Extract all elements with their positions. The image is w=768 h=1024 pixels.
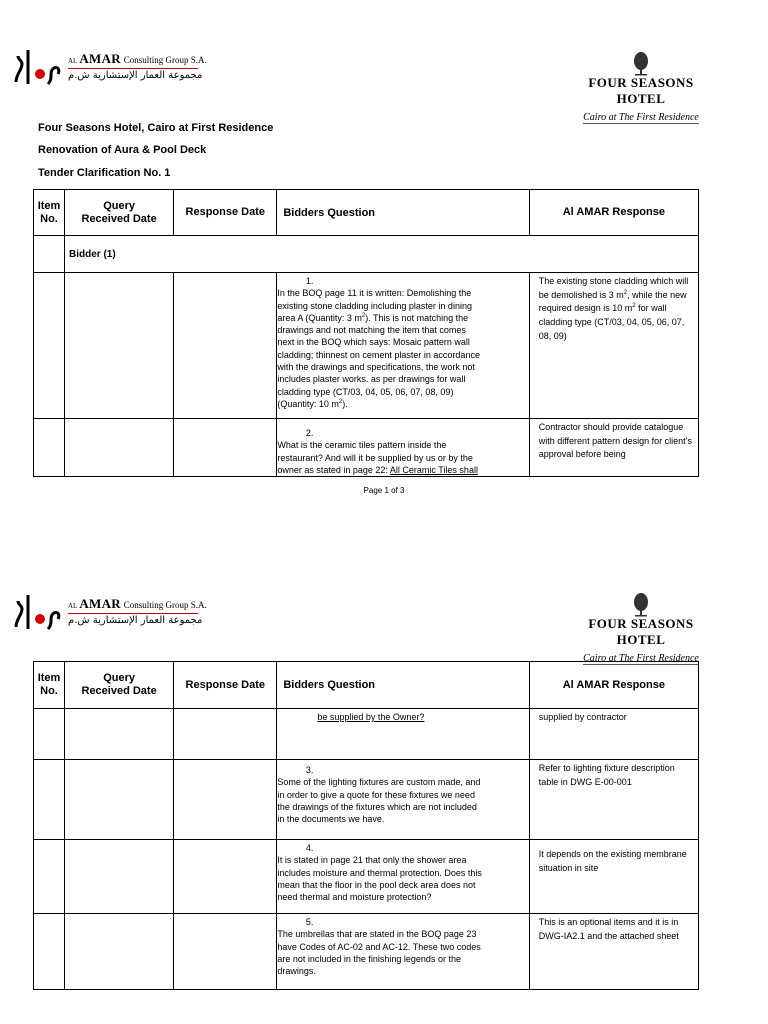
four-seasons-name: FOUR SEASONS HOTEL (588, 75, 694, 106)
question-2: 2.What is the ceramic tiles pattern inside the restaurant? And will it be supplied by us or by the owner as stated in page 22: All Ceramic Tiles shall (277, 419, 529, 477)
document-title: Tender Clarification No. 1 (38, 167, 171, 179)
bidder-label: Bidder (1) (65, 236, 699, 273)
header-item-no: Item No. (34, 190, 65, 236)
bidder-row (34, 236, 699, 273)
header-al-amar-response: Al AMAR Response (529, 190, 698, 236)
header-item-no: Item No. (34, 662, 65, 709)
al-amar-logo: AL AMAR Consulting Group S.A. مجموعة العمار الإستشارية ش.م (14, 589, 207, 633)
header-response-date: Response Date (174, 662, 277, 709)
al-amar-logo (14, 44, 207, 88)
clarification-table-page-1 (33, 189, 699, 477)
table-row (34, 840, 699, 914)
table-row (34, 760, 699, 840)
work-title: Renovation of Aura & Pool Deck (38, 144, 207, 156)
header-bidders-question: Bidders Question (277, 190, 529, 236)
four-seasons-subtitle: Cairo at The First Residence (583, 112, 699, 123)
header-bidders-question: Bidders Question (277, 662, 529, 709)
page-1 (0, 0, 768, 500)
question-5: 5.The umbrellas that are stated in the BOQ page 23 have Codes of AC-02 and AC-12. These two codes are not included in the finishing legends or the drawings. (277, 914, 529, 990)
table-row (34, 419, 699, 477)
question-4: 4.It is stated in page 21 that only the shower area includes moisture and thermal protection. Does this mean that the floor in the pool deck area does not need thermal and moisture protection? (277, 840, 529, 914)
al-amar-logo-icon (14, 44, 64, 88)
table-row (34, 709, 699, 760)
response-2: Contractor should provide catalogue with different pattern design for client’s approval before being (529, 419, 698, 477)
question-1: 1.In the BOQ page 11 it is written: Demolishing the existing stone cladding including plaster in dining area A (Quantity: 3 $m^2$). This is not matching the drawings and not matching the item that comes next in the BOQ which says: Mosaic pattern wall cladding; thinnest on cement plaster in accordance with the drawings and specifications, the work not includes plaster works. as per drawings for wall cladding type (CT/03, 04, 05, 06, 07, 08, 09) (Quantity: 10 $m^2$). (277, 273, 529, 419)
page-2 (0, 575, 768, 1024)
table-row (34, 914, 699, 990)
response-1: The existing stone cladding which will be demolished is 3 $m^2$, while the new required design is 10 $m^2$ for wall cladding type (CT/03, 04, 05, 06, 07, 08, 09) (529, 273, 698, 419)
logo-arabic: مجموعة العمار الإستشارية ش.م (68, 70, 203, 81)
clarification-table-page-2 (33, 661, 699, 990)
four-seasons-tree-icon (630, 593, 652, 617)
page-footer: Page 1 of 3 (363, 486, 405, 495)
logo-rest: Consulting Group S.A. (123, 55, 207, 65)
table-row (34, 273, 699, 419)
header-query-received-date: Query Received Date (65, 190, 174, 236)
question-3: 3.Some of the lighting fixtures are custom made, and in order to give a quote for these fixtures we need the drawings of the fixtures which are not included in the documents we have. (277, 760, 529, 840)
response-5: This is an optional items and it is in DWG-IA2.1 and the attached sheet (529, 914, 698, 990)
logo-prefix: AL (68, 57, 78, 65)
response-2-continued: supplied by contractor (529, 709, 698, 760)
table-header-row (34, 662, 699, 709)
question-2-continued: be supplied by the Owner? (277, 709, 529, 760)
header-al-amar-response: Al AMAR Response (529, 662, 698, 709)
header-query-received-date: Query Received Date (65, 662, 174, 709)
response-3: Refer to lighting fixture description table in DWG E-00-001 (529, 760, 698, 840)
response-4: It depends on the existing membrane situation in site (529, 840, 698, 914)
four-seasons-logo (576, 52, 706, 125)
header-response-date: Response Date (174, 190, 277, 236)
four-seasons-tree-icon (630, 52, 652, 76)
cell-empty (34, 236, 65, 273)
al-amar-logo-icon (14, 589, 64, 633)
logo-name: AMAR (79, 51, 121, 66)
four-seasons-logo: FOUR SEASONS HOTEL Cairo at The First Residence (576, 593, 706, 666)
table-header-row (34, 190, 699, 236)
logo-rule (68, 68, 198, 69)
project-title: Four Seasons Hotel, Cairo at First Residence (38, 122, 274, 134)
